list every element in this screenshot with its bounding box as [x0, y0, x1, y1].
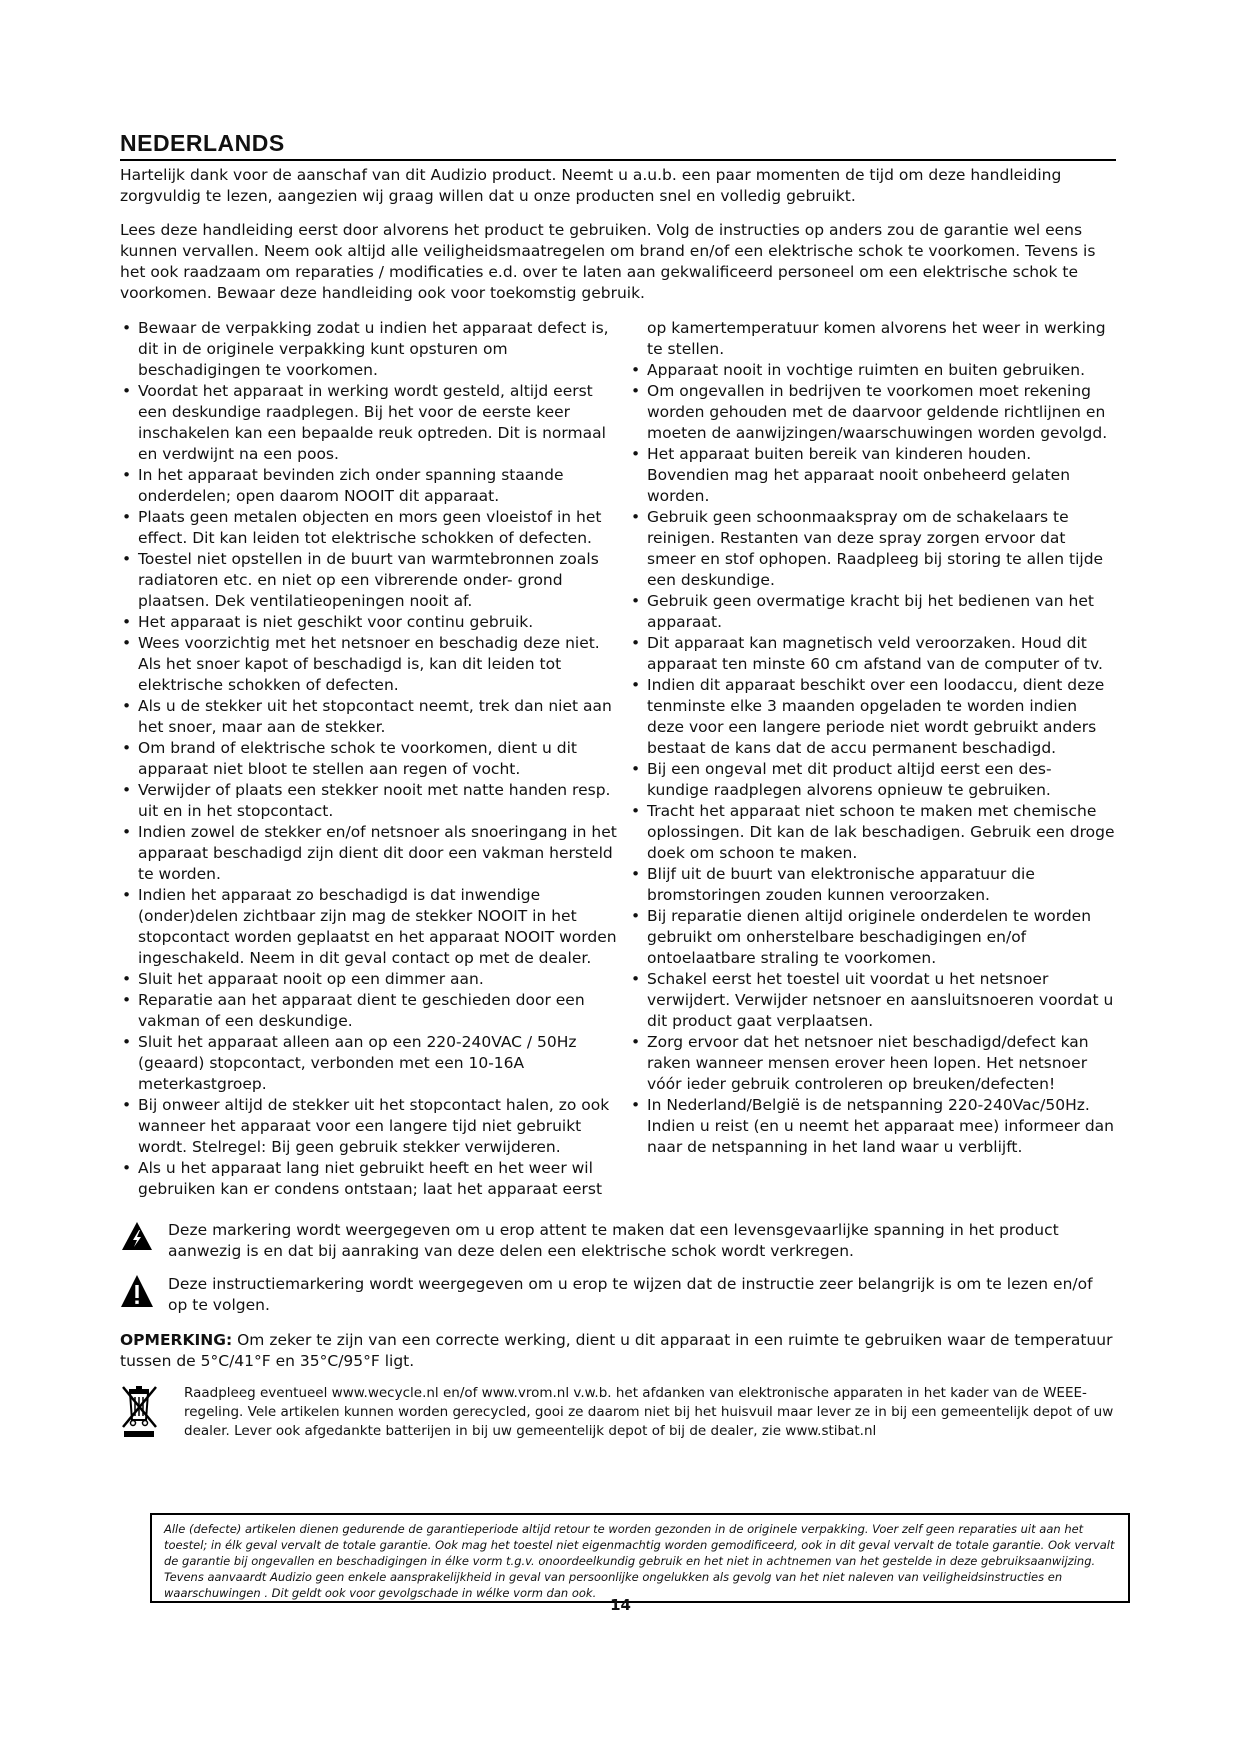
section-title: NEDERLANDS — [120, 130, 1116, 161]
list-item: • Voordat het apparaat in werking wordt gesteld, altijd eerst een deskundige raadplegen. Bij het voor de eerste keer inschakelen kan een bepaalde reuk optreden. Dit is normaal en verdwijnt na een poos. — [120, 381, 620, 465]
list-item: • In Nederland/België is de netspanning 220-240Vac/50Hz. Indien u reist (en u neemt het apparaat mee) informeer dan naar de netspanning in het land waar u verblijft. — [629, 1095, 1116, 1158]
list-item: • Sluit het apparaat alleen aan op een 220-240VAC / 50Hz (geaard) stopcontact, verbonden met een 10-16A meterkastgroep. — [120, 1032, 620, 1095]
list-item: • Gebruik geen overmatige kracht bij het bedienen van het apparaat. — [629, 591, 1116, 633]
voltage-warning-text: Deze markering wordt weergegeven om u erop attent te maken dat een levensgevaarlijke spanning in het product aanwezig is en dat bij aanraking van deze delen een elektrische schok wordt verkregen. — [168, 1221, 1059, 1260]
list-item: • Om ongevallen in bedrijven te voorkomen moet rekening worden gehouden met de daarvoor geldende richtlijnen en moeten de aanwijzingen/waarschuwingen worden gevolgd. — [629, 381, 1116, 444]
list-item: • Bewaar de verpakking zodat u indien het apparaat defect is, dit in de originele verpakking kunt opsturen om beschadigingen te voorkomen. — [120, 318, 620, 381]
list-item: • Bij een ongeval met dit product altijd eerst een des- kundige raadplegen alvorens opnieuw te gebruiken. — [629, 759, 1116, 801]
page-number: 14 — [610, 1596, 631, 1614]
crossed-bin-icon — [120, 1384, 164, 1442]
list-item: • Het apparaat buiten bereik van kinderen houden. Bovendien mag het apparaat nooit onbeheerd gelaten worden. — [629, 444, 1116, 507]
list-item: • Schakel eerst het toestel uit voordat u het netsnoer verwijdert. Verwijder netsnoer en aansluitsnoeren voordat u dit product gaat verplaatsen. — [629, 969, 1116, 1032]
list-item: • Plaats geen metalen objecten en mors geen vloeistof in het effect. Dit kan leiden tot elektrische schokken of defecten. — [120, 507, 620, 549]
list-item: • Om brand of elektrische schok te voorkomen, dient u dit apparaat niet bloot te stellen aan regen of vocht. — [120, 738, 620, 780]
list-item: • Bij reparatie dienen altijd originele onderdelen te worden gebruikt om onherstelbare beschadigingen en/of ontoelaatbare straling te voorkomen. — [629, 906, 1116, 969]
voltage-warning — [120, 1220, 1116, 1262]
note-label: OPMERKING: — [120, 1331, 233, 1349]
list-item: • Zorg ervoor dat het netsnoer niet beschadigd/defect kan raken wanneer mensen erover heen lopen. Het netsnoer vóór ieder gebruik controleren op breuken/defecten! — [629, 1032, 1116, 1095]
list-item: • Indien zowel de stekker en/of netsnoer als snoeringang in het apparaat beschadigd zijn dient dit door een vakman hersteld te worden. — [120, 822, 620, 885]
list-item: • Tracht het apparaat niet schoon te maken met chemische oplossingen. Dit kan de lak beschadigen. Gebruik een droge doek om schoon te maken. — [629, 801, 1116, 864]
list-item: • In het apparaat bevinden zich onder spanning staande onderdelen; open daarom NOOIT dit apparaat. — [120, 465, 620, 507]
list-item: • Dit apparaat kan magnetisch veld veroorzaken. Houd dit apparaat ten minste 60 cm afstand van de computer of tv. — [629, 633, 1116, 675]
list-item: • Indien dit apparaat beschikt over een loodaccu, dient deze tenminste elke 3 maanden opgeladen te worden indien deze voor een langere periode niet wordt gebruikt anders bestaat de kans dat de accu permanent beschadigd. — [629, 675, 1116, 759]
list-item: • Wees voorzichtig met het netsnoer en beschadig deze niet. Als het snoer kapot of beschadigd is, kan dit leiden tot elektrische schokken of defecten. — [120, 633, 620, 696]
list-item: • Blijf uit de buurt van elektronische apparatuur die bromstoringen zouden kunnen veroorzaken. — [629, 864, 1116, 906]
list-item: • Apparaat nooit in vochtige ruimten en buiten gebruiken. — [629, 360, 1116, 381]
note-text: Om zeker te zijn van een correcte werking, dient u dit apparaat in een ruimte te gebruiken waar de temperatuur tussen de 5°C/41°F en 35°C/95°F ligt. — [120, 1331, 1113, 1370]
lightning-warning-icon — [120, 1220, 156, 1258]
list-item: • Gebruik geen schoonmaakspray om de schakelaars te reinigen. Restanten van deze spray zorgen ervoor dat smeer en stof ophopen. Raadpleeg bij storing te allen tijde een deskundige. — [629, 507, 1116, 591]
left-bullet-list — [120, 318, 620, 1200]
safety-instructions-columns — [120, 318, 1116, 1200]
left-column — [120, 318, 620, 1200]
list-item: • Toestel niet opstellen in de buurt van warmtebronnen zoals radiatoren etc. en niet op een vibrerende onder- grond plaatsen. Dek ventilatieopeningen nooit af. — [120, 549, 620, 612]
right-column — [629, 318, 1116, 1200]
warranty-text: Alle (defecte) artikelen dienen gedurende de garantieperiode altijd retour te worden gezonden in de originele verpakking. Voer zelf geen reparaties uit aan het toestel; in élk geval vervalt de totale garantie. Ook mag het toestel niet eigenmachtig worden gemodificeerd, ook in dit geval vervalt de totale garantie. Ook vervalt de garantie bij ongevallen en beschadigingen in élke vorm t.g.v. onoordeelkundig gebruik en het niet in achtnemen van het gestelde in deze gebruiksaanwijzing. Tevens aanvaardt Audizio geen enkele aansprakelijkheid in geval van persoonlijke ongelukken als gevolg van het niet naleven van veiligheidsinstructies en waarschuwingen . Dit geldt ook voor gevolgschade in wélke vorm dan ook. — [164, 1522, 1115, 1600]
page-content — [120, 130, 1116, 1442]
weee-disposal-notice — [120, 1384, 1116, 1442]
list-item: • Bij onweer altijd de stekker uit het stopcontact halen, zo ook wanneer het apparaat voor een langere tijd niet gebruikt wordt. Stelregel: Bij geen gebruik stekker verwijderen. — [120, 1095, 620, 1158]
list-item-continuation: op kamertemperatuur komen alvorens het weer in werking te stellen. — [647, 319, 1106, 358]
list-item: • Indien het apparaat zo beschadigd is dat inwendige (onder)delen zichtbaar zijn mag de stekker NOOIT in het stopcontact worden geplaatst en het apparaat NOOIT worden ingeschakeld. Neem in dit geval contact op met de dealer. — [120, 885, 620, 969]
instruction-warning-text: Deze instructiemarkering wordt weergegeven om u erop te wijzen dat de instructie zeer belangrijk is om te lezen en/of op te volgen. — [168, 1275, 1093, 1314]
instruction-warning — [120, 1274, 1116, 1316]
list-item: • Sluit het apparaat nooit op een dimmer aan. — [120, 969, 620, 990]
list-item: • Als u het apparaat lang niet gebruikt heeft en het weer wil gebruiken kan er condens ontstaan; laat het apparaat eerst — [120, 1158, 620, 1200]
list-item: • Het apparaat is niet geschikt voor continu gebruik. — [120, 612, 620, 633]
intro-paragraph-1: Hartelijk dank voor de aanschaf van dit Audizio product. Neemt u a.u.b. een paar momenten de tijd om deze handleiding zorgvuldig te lezen, aangezien wij graag willen dat u onze producten snel en volledig gebruikt. — [120, 166, 1062, 205]
list-item: • Reparatie aan het apparaat dient te geschieden door een vakman of een deskundige. — [120, 990, 620, 1032]
temperature-note — [120, 1330, 1116, 1372]
list-item: • Als u de stekker uit het stopcontact neemt, trek dan niet aan het snoer, maar aan de stekker. — [120, 696, 620, 738]
right-bullet-list — [629, 360, 1116, 1158]
warranty-notice-box — [150, 1513, 1130, 1603]
list-item: • Verwijder of plaats een stekker nooit met natte handen resp. uit en in het stopcontact. — [120, 780, 620, 822]
recycle-text: Raadpleeg eventueel www.wecycle.nl en/of www.vrom.nl v.w.b. het afdanken van elektronische apparaten in het kader van de WEEE-regeling. Vele artikelen kunnen worden gerecycled, gooi ze daarom niet bij het huisvuil maar lever ze in bij een gemeentelijk depot of uw dealer. Lever ook afgedankte batterijen in bij uw gemeentelijk depot of bij de dealer, zie www.stibat.nl — [184, 1385, 1114, 1439]
exclamation-warning-icon — [120, 1274, 156, 1314]
intro-paragraph-2: Lees deze handleiding eerst door alvorens het product te gebruiken. Volg de instructies op anders zou de garantie wel eens kunnen vervallen. Neem ook altijd alle veiligheidsmaatregelen om brand en/of een elektrische schok te voorkomen. Tevens is het ook raadzaam om reparaties / modificaties e.d. over te laten aan gekwalificeerd personeel om een elektrische schok te voorkomen. Bewaar deze handleiding ook voor toekomstig gebruik. — [120, 221, 1096, 302]
